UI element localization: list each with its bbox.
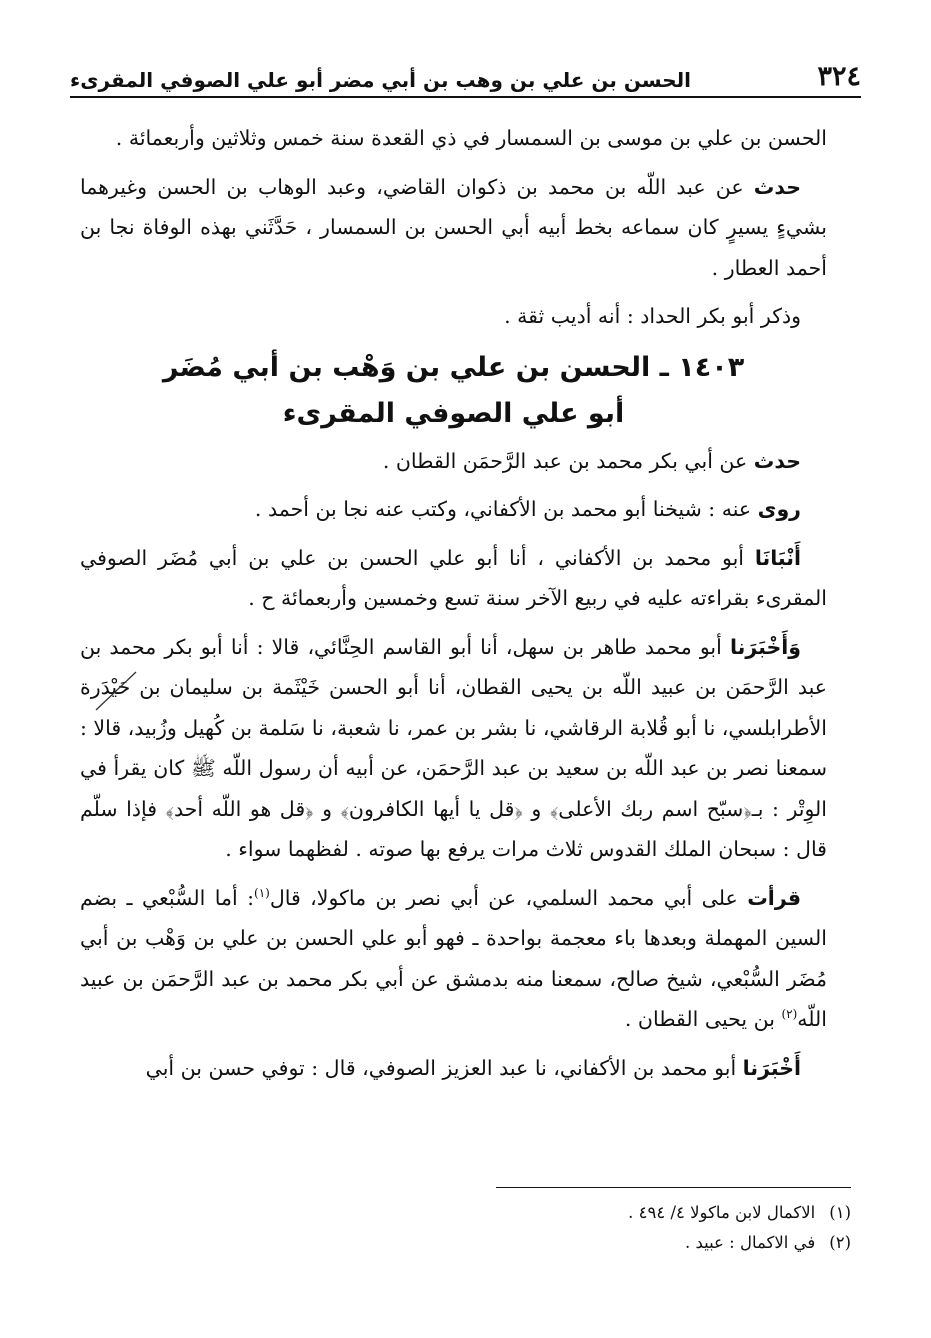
paragraph-lead: أَخْبَرَنا <box>742 1055 801 1080</box>
paragraph <box>80 627 827 870</box>
entry-title-line: ١٤٠٣ ـ الحسن بن علي بن وَهْب بن أبي مُضَر <box>162 351 745 383</box>
footnote-number: (٢) <box>829 1233 851 1252</box>
paragraph-text: أبو محمد بن الأكفاني ، أنا أبو علي الحسن بن علي بن أبي مُضَر الصوفي المقرىء بقراءته عليه في ربيع الآخر سنة تسع وخمسين وأربعمائة ح . <box>80 545 827 610</box>
entry-title-line: أبو علي الصوفي المقرىء <box>282 397 625 429</box>
paragraph-text: بن يحيى القطان . <box>624 1007 782 1031</box>
footnote-marker: (١) <box>254 885 270 900</box>
paragraph-lead: روى <box>757 497 801 521</box>
paragraph <box>80 489 827 530</box>
footnote <box>80 1228 851 1258</box>
page-header <box>70 58 861 92</box>
footnote-text: في الاكمال : عبيد . <box>684 1233 816 1252</box>
paragraph <box>80 118 827 159</box>
paragraph <box>80 538 827 619</box>
paragraph <box>80 878 827 1040</box>
paragraph-text: عنه : شيخنا أبو محمد بن الأكفاني، وكتب عنه نجا بن أحمد . <box>254 497 758 521</box>
paragraph-text: عن أبي بكر محمد بن عبد الرَّحمَن القطان . <box>382 448 754 473</box>
paragraph <box>80 167 827 289</box>
paragraph-text: : أما السُّبْعي ـ بضم السين المهملة وبعدها باء معجمة بواحدة ـ فهو أبو علي الحسن بن علي بن وَهْب بن أبي مُضَر السُّبْعي، شيخ صالح، سمعنا منه بدمشق عن أبي بكر محمد بن عبد الرَّحمَن بن عبيد اللّه <box>80 885 827 1031</box>
paragraph <box>80 441 827 482</box>
paragraph-lead: قرأت <box>747 885 801 910</box>
paragraph-text: وذكر أبو بكر الحداد : أنه أديب ثقة . <box>504 304 801 328</box>
paragraph-text: على أبي محمد السلمي، عن أبي نصر بن ماكولا، قال <box>269 885 748 910</box>
paragraph-lead: حدث <box>753 174 801 199</box>
footnote <box>80 1198 851 1228</box>
paragraph-lead: وَأَخْبَرَنا <box>729 634 801 659</box>
paragraph <box>80 1048 827 1089</box>
entry-title <box>80 345 827 437</box>
header-rule <box>70 96 861 98</box>
footnote-marker: (٢) <box>781 1007 798 1022</box>
paragraph-lead: حدث <box>753 448 801 473</box>
page-number: ٣٢٤ <box>817 61 861 92</box>
main-text <box>80 118 827 1096</box>
footnotes <box>80 1198 851 1258</box>
footnote-number: (١) <box>829 1203 851 1222</box>
paragraph-text: أبو محمد طاهر بن سهل، أنا أبو القاسم الحِنَّائي، قالا : أنا أبو بكر محمد بن عبد الرَّحمَن بن عبيد اللّه بن يحيى القطان، أنا أبو الحسن خَيْثَمة بن سليمان بن حَيْدَرة الأطرابلسي، نا أبو قُلابة الرقاشي، نا بشر بن عمر، نا شعبة، نا سَلمة بن كُهيل وزُبيد، قالا : سمعنا نصر بن عبد اللّه بن سعيد بن عبد الرَّحمَن، عن أبيه أن رسول اللّه ﷺ كان يقرأ في الوِتْر : بـ﴿سبّح اسم ربك الأعلى﴾ و ﴿قل يا أيها الكافرون﴾ و ﴿قل هو اللّه أحد﴾ فإذا سلّم قال : سبحان الملك القدوس ثلاث مرات يرفع بها صوته . لفظهما سواء . <box>80 634 827 861</box>
paragraph-text: الحسن بن علي بن موسى بن السمسار في ذي القعدة سنة خمس وثلاثين وأربعمائة . <box>115 126 827 150</box>
running-title: الحسن بن علي بن وهب بن أبي مضر أبو علي الصوفي المقرىء <box>70 68 691 92</box>
footnote-text: الاكمال لابن ماكولا ٤/ ٤٩٤ . <box>628 1203 816 1222</box>
margin-pen-mark <box>92 670 138 714</box>
paragraph-text: أبو محمد بن الأكفاني، نا عبد العزيز الصوفي، قال : توفي حسن بن أبي <box>145 1055 743 1080</box>
paragraph <box>80 296 827 337</box>
paragraph-text: عن عبد اللّه بن محمد بن ذكوان القاضي، وعبد الوهاب بن الحسن وغيرهما بشيءٍ يسيرٍ كان سماعه بخط أبيه أبي الحسن بن السمسار ، حَدَّثَني بهذه الوفاة نجا بن أحمد العطار . <box>80 174 827 280</box>
paragraph-lead: أَنْبَانَا <box>754 545 801 570</box>
footnote-rule <box>496 1187 851 1188</box>
